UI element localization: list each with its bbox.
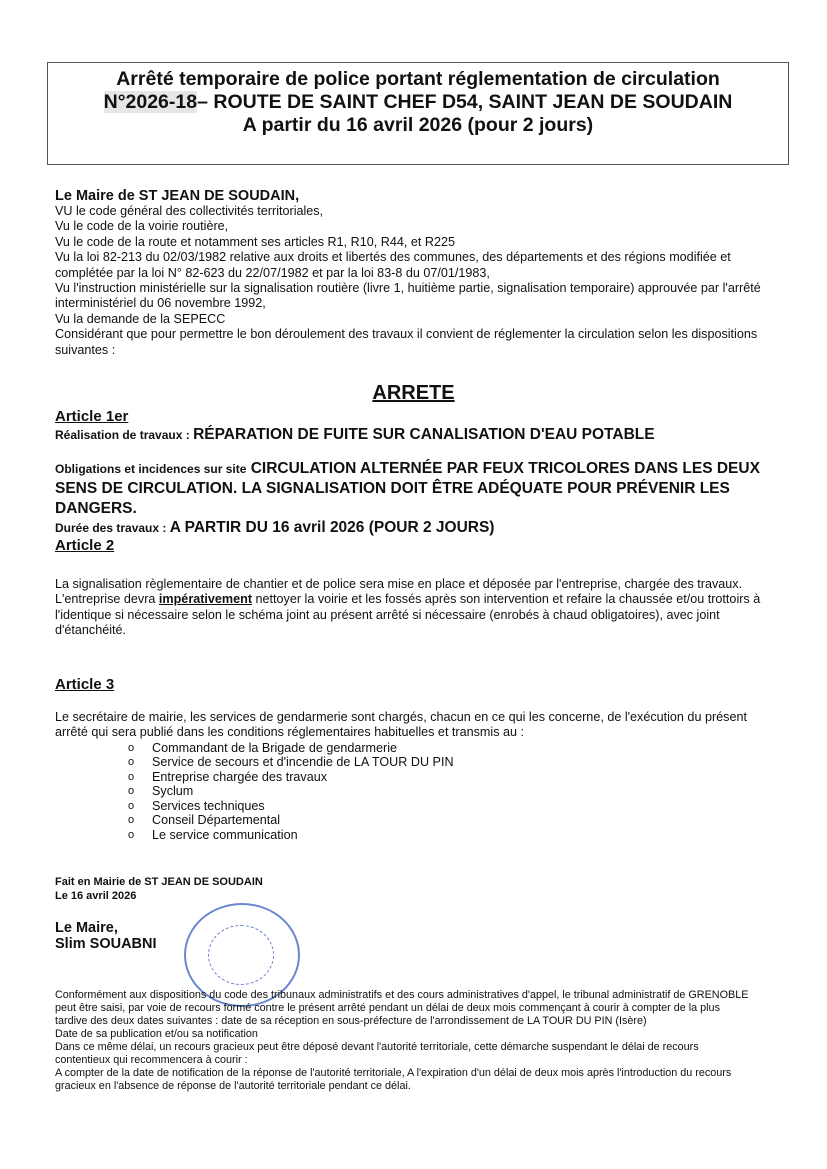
title-line-1: Arrêté temporaire de police portant réglementation de circulation — [116, 68, 720, 90]
preamble-line: Vu l'instruction ministérielle sur la signalisation routière (livre 1, huitième partie, signalisation temporaire) approuvée par l'arrêté interministériel du 06 novembre 1992, — [55, 281, 761, 311]
signature-block — [55, 875, 775, 952]
duration-value: A PARTIR DU 16 avril 2026 (POUR 2 JOURS) — [169, 519, 495, 536]
signed-place: Fait en Mairie de ST JEAN DE SOUDAIN — [55, 876, 263, 888]
title-road: – ROUTE DE SAINT CHEF D54, SAINT JEAN DE SOUDAIN — [197, 91, 733, 113]
preamble-line: Vu la loi 82-213 du 02/03/1982 relative aux droits et libertés des communes, des départements et des régions modifiée et complétée par la loi N° 82-623 du 22/07/1982 et par la loi 83-8 du 07/01/1983, — [55, 250, 731, 280]
signer-role: Le Maire, — [55, 920, 118, 936]
text: L'entreprise devra — [55, 592, 159, 607]
arrete-heading: ARRETE — [372, 382, 455, 404]
duration-label: Durée des travaux — [55, 521, 160, 535]
preamble-line: VU le code général des collectivités territoriales, — [55, 204, 324, 218]
obligations-value: CIRCULATION ALTERNÉE PAR FEUX TRICOLORES DANS LES DEUX SENS DE CIRCULATION. LA SIGNALISATION DOIT ÊTRE ADÉQUATE POUR PRÉVENIR LES DANGERS. — [55, 460, 760, 517]
preamble-line: Vu le code de la route et notamment ses articles R1, R10, R44, et R225 — [55, 234, 455, 249]
obligations — [55, 459, 775, 519]
legal-paragraph: Dans ce même délai, un recours gracieux peut être déposé devant l'autorité territoriale, cette démarche suspendant le délai de recours contentieux qui recommencera à courir : — [55, 1041, 699, 1066]
duration: Durée des travaux : A PARTIR DU 16 avril 2026 (POUR 2 JOURS) — [55, 519, 495, 536]
article-2-body — [55, 577, 775, 639]
preamble — [55, 188, 775, 358]
legal-notice — [55, 989, 755, 1093]
signed-date: Le 16 avril 2026 — [55, 890, 137, 902]
recipient: o Conseil Départemental — [55, 813, 775, 828]
preamble-line: Considérant que pour permettre le bon déroulement des travaux il convient de réglementer la circulation selon les dispositions suivantes : — [55, 327, 758, 357]
title-line-2 — [48, 91, 788, 114]
article-2-paragraph: La signalisation règlementaire de chantier et de police sera mise en place et déposée par l'entreprise, chargée des travaux. — [55, 577, 743, 591]
legal-paragraph: Date de sa publication et/ou sa notification — [55, 1028, 258, 1040]
recipient: o Service de secours et d'incendie de LA TOUR DU PIN — [55, 755, 775, 770]
recipient: o Services techniques — [55, 799, 775, 814]
article-3 — [55, 676, 775, 842]
works: Réalisation de travaux : RÉPARATION DE FUITE SUR CANALISATION D'EAU POTABLE — [55, 426, 655, 443]
recipient: o Commandant de la Brigade de gendarmerie — [55, 741, 775, 756]
recipient: o Syclum — [55, 784, 775, 799]
text: nettoyer la voirie et les fossés après son intervention et refaire la chaussée et/ou trottoirs à l'identique si nécessaire selon le schéma joint au présent arrêté si nécessaire (enrobés à chaud obligatoires), avec joint d'étanchéité. — [55, 592, 761, 638]
recipients-list — [55, 741, 775, 843]
emphasis: impérativement — [158, 592, 253, 607]
preamble-line: Vu la demande de la SEPECC — [55, 311, 226, 326]
preamble-text — [55, 204, 775, 358]
article-2-paragraph-2 — [55, 592, 775, 638]
decree-number: N°2026-18 — [103, 91, 198, 113]
title-box — [47, 62, 789, 165]
recipient: o Le service communication — [55, 828, 775, 843]
legal-paragraph: Conformément aux dispositions du code des tribunaux administratifs et des cours administratives d'appel, le tribunal administratif de GRENOBLE peut être saisi, par voie de recours formé contre le présent arrêté pendant un délai de deux mois commençant à courir à compter de la plus tardive des deux dates suivantes : date de sa réception en sous-préfecture de l'arrondissement de LA TOUR DU PIN (Isère) — [55, 989, 749, 1027]
works-value: RÉPARATION DE FUITE SUR CANALISATION D'EAU POTABLE — [193, 426, 655, 443]
preamble-heading: Le Maire de ST JEAN DE SOUDAIN, — [55, 188, 300, 204]
preamble-line: Vu le code de la voirie routière, — [55, 219, 229, 234]
article-2-title: Article 2 — [55, 537, 115, 554]
works-label: Réalisation de travaux — [55, 428, 183, 442]
legal-paragraph: A compter de la date de notification de la réponse de l'autorité territoriale, A l'expiration d'un délai de deux mois après l'introduction du recours gracieux en l'absence de réponse de l'autorité territoriale pendant ce délai. — [55, 1067, 732, 1092]
article-1-title: Article 1er — [55, 408, 129, 425]
article-3-paragraph: Le secrétaire de mairie, les services de gendarmerie sont chargés, chacun en ce qui les concerne, de l'exécution du présent arrêté qui sera publié dans les conditions réglementaires habituelles et transmis au : — [55, 710, 747, 740]
article-1 — [55, 408, 775, 554]
recipient: o Entreprise chargée des travaux — [55, 770, 775, 785]
signer-name: Slim SOUABNI — [55, 936, 157, 952]
article-3-title: Article 3 — [55, 676, 115, 693]
obligations-label: Obligations et incidences sur site — [55, 462, 247, 476]
title-line-3: A partir du 16 avril 2026 (pour 2 jours) — [242, 114, 594, 136]
